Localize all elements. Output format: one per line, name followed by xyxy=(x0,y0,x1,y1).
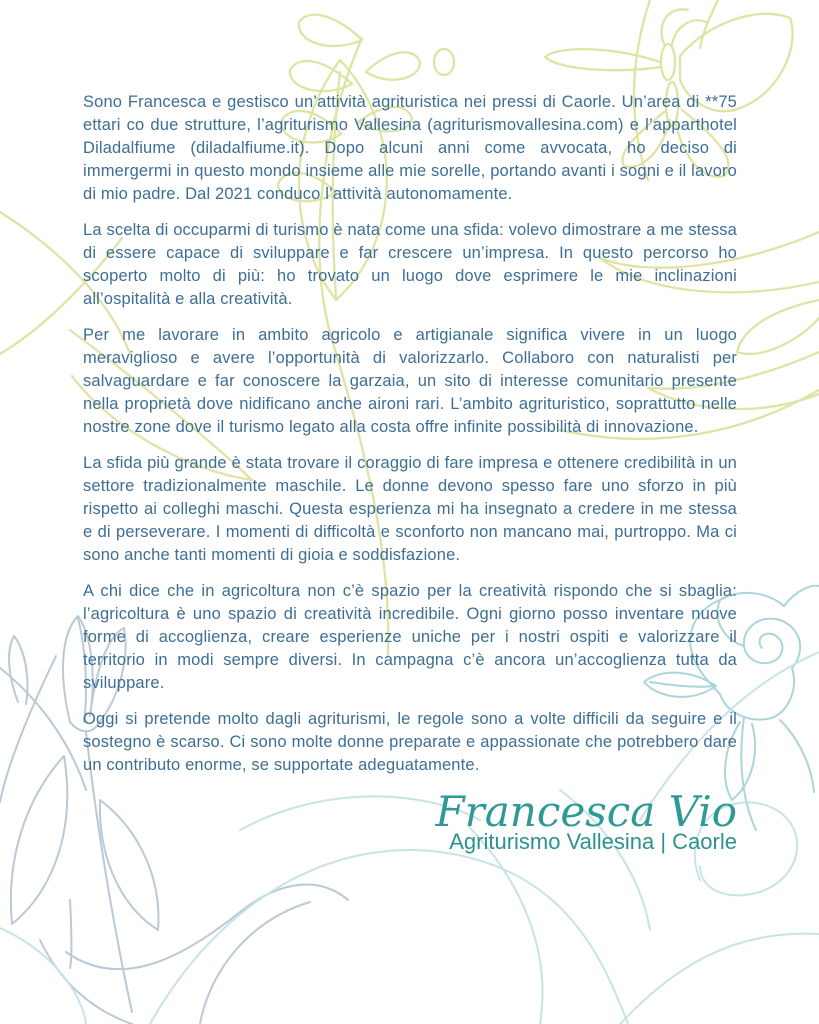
testimonial-paragraph: Per me lavorare in ambito agricolo e artigianale significa vivere in un luogo meraviglioso e avere l’opportunità di valorizzarlo. Collaboro con naturalisti per salvaguardare e far conoscere la garzaia, un sito di interesse comunitario presente nella proprietà dove nidificano anche aironi rari. L’ambito agrituristico, soprattutto nelle nostre zone dove il turismo legato alla costa offre infinite possibilità di innovazione. xyxy=(83,326,737,436)
testimonial-paragraph: Oggi si pretende molto dagli agriturismi, le regole sono a volte difficili da seguire e il sostegno è scarso. Ci sono molte donne preparate e appassionate che potrebbero dare un contributo enorme, se supportate adeguatamente. xyxy=(83,710,737,774)
signature-affiliation: Agriturismo Vallesina | Caorle xyxy=(449,829,737,855)
signature-name: Francesca Vio xyxy=(435,787,737,836)
testimonial-paragraph: Sono Francesca e gestisco un’attività agrituristica nei pressi di Caorle. Un’area di **75 ettari co due strutture, l’agriturismo Vallesina (agriturismovallesina.com) e l’apparthotel Diladalfiume (diladalfiume.it). Dopo alcuni anni come avvocata, ho deciso di immergermi in questo mondo insieme alle mie sorelle, portando avanti i sogni e il lavoro di mio padre. Dal 2021 conduco l’attività autonomamente. xyxy=(83,93,737,203)
testimonial-paragraph: La scelta di occuparmi di turismo è nata come una sfida: volevo dimostrare a me stessa di essere capace di sviluppare e far crescere un’impresa. In questo percorso ho scoperto molto di più: ho trovato un luogo dove esprimere le mie inclinazioni all’ospitalità e alla creatività. xyxy=(83,221,737,308)
testimonial-paragraph: A chi dice che in agricoltura non c’è spazio per la creatività rispondo che si sbaglia: l’agricoltura è uno spazio di creatività incredibile. Ogni giorno posso inventare nuove forme di accoglienza, creare esperienze uniche per i nostri ospiti e valorizzare il territorio in modi sempre diversi. In campagna c’è ancora un’accoglienza tutta da sviluppare. xyxy=(83,582,737,692)
testimonial-paragraph: La sfida più grande è stata trovare il coraggio di fare impresa e ottenere credibilità in un settore tradizionalmente maschile. Le donne devono spesso fare uno sforzo in più rispetto ai colleghi maschi. Questa esperienza mi ha insegnato a credere in me stessa e di perseverare. I momenti di difficoltà e sconforto non mancano mai, purtroppo. Ma ci sono anche tanti momenti di gioia e soddisfazione. xyxy=(83,454,737,564)
signature-block xyxy=(83,787,737,855)
